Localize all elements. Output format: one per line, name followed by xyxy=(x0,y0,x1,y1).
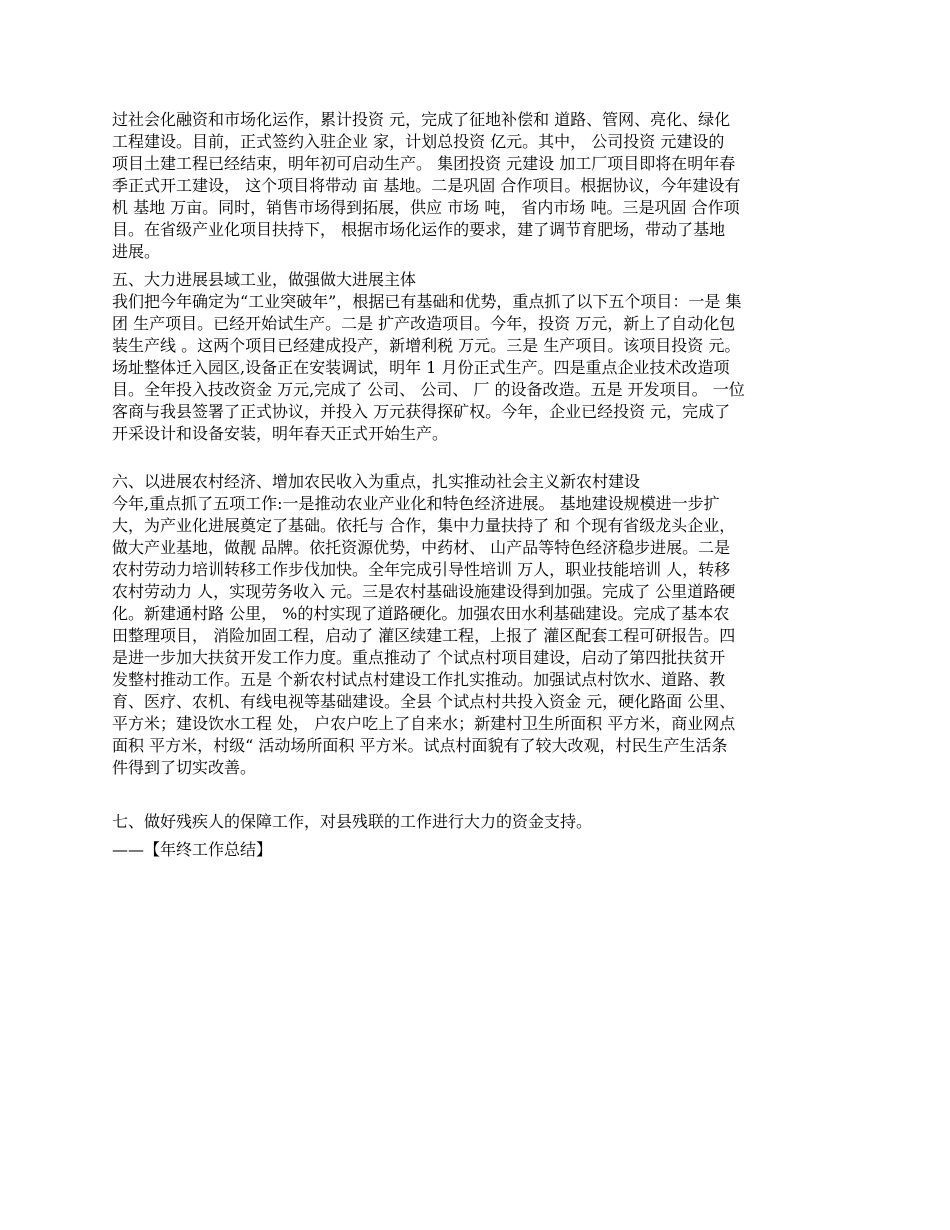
section-heading: 五、大力进展县域工业，做强做大进展主体 xyxy=(112,270,417,289)
text-line: 进展。 xyxy=(112,242,161,261)
text-line: 化。新建通村路 公里， %的村实现了道路硬化。加强农田水利基础建设。完成了基本农 xyxy=(112,604,730,623)
section-five xyxy=(112,269,834,445)
text-line: 件得到了切实改善。 xyxy=(112,758,257,777)
text-line: 目。在省级产业化项目扶持下， 根据市场化运作的要求，建了调节育肥场，带动了基地 xyxy=(112,220,726,239)
text-line: 发整村推动工作。五是 个新农村试点村建设工作扎实推动。加强试点村饮水、道路、教 xyxy=(112,670,726,689)
text-line: 面积 平方米，村级“ 活动场所面积 平方米。试点村面貌有了较大改观，村民生产生活条 xyxy=(112,736,728,755)
section-heading: 七、做好残疾人的保障工作，对县残联的工作进行大力的资金支持。 xyxy=(112,812,593,831)
text-line: 工程建设。目前，正式签约入驻企业 家，计划总投资 亿元。其中， 公司投资 元建设的 xyxy=(112,132,725,151)
intro-paragraph xyxy=(112,109,834,263)
text-line: 客商与我县签署了正式协议，并投入 万元获得探矿权。今年，企业已经投资 元，完成了 xyxy=(112,402,731,421)
text-line: 场址整体迁入园区,设备正在安装调试，明年 1 月份正式生产。四是重点企业技术改造项 xyxy=(112,358,730,377)
section-heading: 六、以进展农村经济、增加农民收入为重点，扎实推动社会主义新农村建设 xyxy=(112,472,641,491)
text-line: 装生产线 。这两个项目已经建成投产，新增利税 万元。三是 生产项目。该项目投资 元。 xyxy=(112,336,741,355)
text-line: 目。全年投入技改资金 万元,完成了 公司、 公司、 厂 的设备改造。五是 开发项目。 一位 xyxy=(112,380,745,399)
text-line: 今年,重点抓了五项工作:一是推动农业产业化和特色经济进展。 基地建设规模进一步扩 xyxy=(112,494,720,513)
text-line: 大，为产业化进展奠定了基础。依托与 合作，集中力量扶持了 和 个现有省级龙头企业， xyxy=(112,516,736,535)
text-line: 过社会化融资和市场化运作，累计投资 元，完成了征地补偿和 道路、管网、亮化、绿化 xyxy=(112,110,731,129)
section-six xyxy=(112,471,834,779)
text-line: 平方米；建设饮水工程 处， 户农户吃上了自来水；新建村卫生所面积 平方米，商业网点 xyxy=(112,714,736,733)
text-line: 季正式开工建设， 这个项目将带动 亩 基地。二是巩固 合作项目。根据协议，今年建设有 xyxy=(112,176,741,195)
text-line: 是进一步加大扶贫开发工作力度。重点推动了 个试点村项目建设，启动了第四批扶贫开 xyxy=(112,648,726,667)
text-line: 我们把今年确定为“工业突破年”，根据已有基础和优势，重点抓了以下五个项目：一是 集 xyxy=(112,292,742,311)
text-line: 团 生产项目。已经开始试生产。二是 扩产改造项目。今年，投资 万元，新上了自动化包 xyxy=(112,314,736,333)
text-line: 田整理项目， 消险加固工程，启动了 灌区续建工程，上报了 灌区配套工程可研报告。四 xyxy=(112,626,736,645)
section-seven xyxy=(112,811,834,833)
text-line: 农村劳动力培训转移工作步伐加快。全年完成引导性培训 万人，职业技能培训 人，转移 xyxy=(112,560,731,579)
text-line: 育、医疗、农机、有线电视等基础建设。全县 个试点村共投入资金 元，硬化路面 公里、 xyxy=(112,692,736,711)
signoff: ——【年终工作总结】 xyxy=(112,840,273,859)
text-line: 农村劳动力 人，实现劳务收入 元。三是农村基础设施建设得到加强。完成了 公里道路硬 xyxy=(112,582,736,601)
text-line: 开采设计和设备安装，明年春天正式开始生产。 xyxy=(112,424,449,443)
text-line: 机 基地 万亩。同时，销售市场得到拓展，供应 市场 吨， 省内市场 吨。三是巩固 合作项 xyxy=(112,198,740,217)
text-line: 做大产业基地，做靓 品牌。依托资源优势，中药材、 山产品等特色经济稳步进展。二是 xyxy=(112,538,731,557)
text-line: 项目土建工程已经结束，明年初可启动生产。 集团投资 元建设 加工厂项目即将在明年春 xyxy=(112,154,736,173)
document-page xyxy=(112,109,834,861)
